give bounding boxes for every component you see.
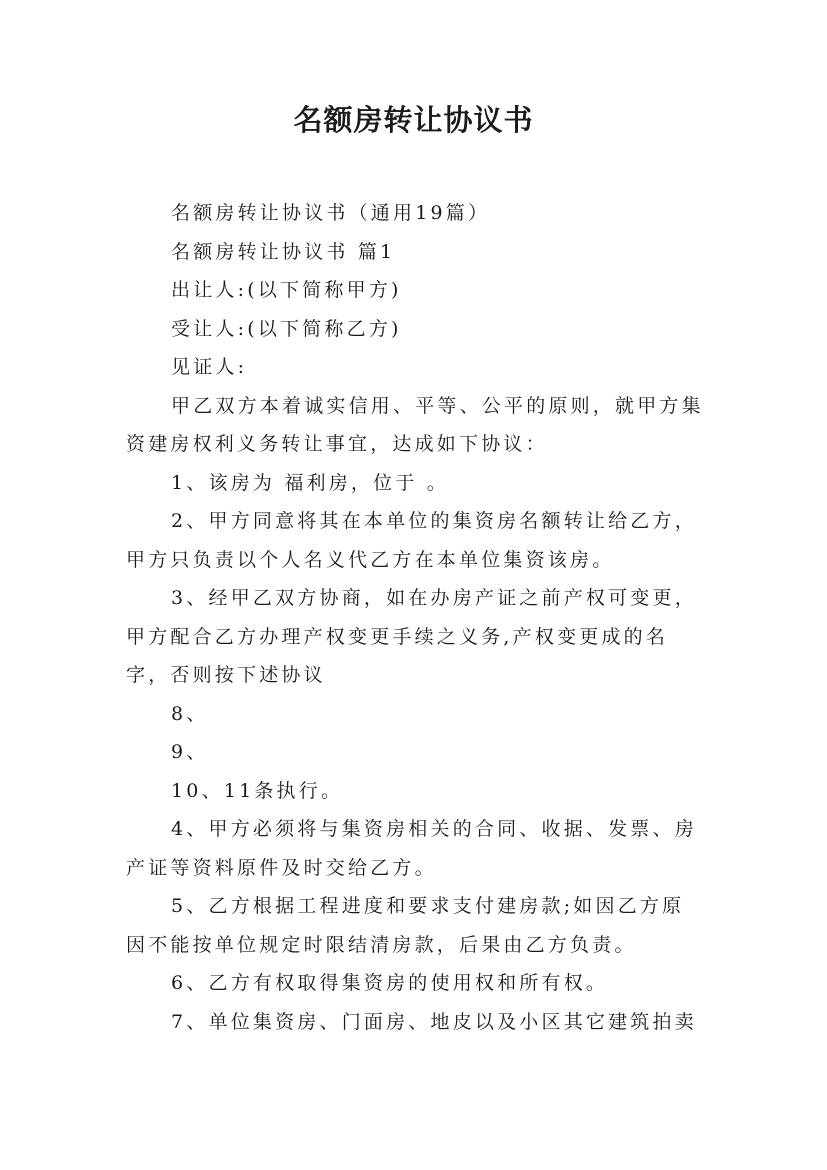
paragraph-section-heading: 名额房转让协议书 篇1 <box>171 240 396 263</box>
paragraph-witness: 见证人: <box>171 356 248 378</box>
document-title: 名额房转让协议书 <box>293 103 534 137</box>
paragraph-preamble: 甲乙双方本着诚实信用、平等、公平的原则，就甲方集资建房权利义务转让事宜，达成如下协议： <box>126 394 704 455</box>
paragraph-clause-6: 6、乙方有权取得集资房的使用权和所有权。 <box>171 972 609 994</box>
paragraph-subtitle: 名额房转让协议书（通用19篇） <box>171 202 491 224</box>
paragraph-transferee: 受让人:(以下简称乙方) <box>171 317 402 340</box>
paragraph-clause-4: 4、甲方必须将与集资房相关的合同、收据、发票、房产证等资料原件及时交给乙方。 <box>126 818 697 879</box>
paragraph-transferor: 出让人:(以下简称甲方) <box>171 279 402 301</box>
paragraph-item-8: 8、 <box>171 702 209 725</box>
paragraph-clause-7: 7、单位集资房、门面房、地皮以及小区其它建筑拍卖 <box>171 1010 697 1033</box>
paragraph-item-10-11: 10、11条执行。 <box>171 779 344 802</box>
document-body <box>126 194 706 1041</box>
paragraph-clause-3: 3、经甲乙双方协商，如在办房产证之前产权可变更，甲方配合乙方办理产权变更手续之义务,产权变更成的名字，否则按下述协议 <box>126 587 697 686</box>
paragraph-clause-5: 5、乙方根据工程进度和要求支付建房款;如因乙方原因不能按单位规定时限结清房款，后果由乙方负责。 <box>126 895 685 956</box>
paragraph-item-9: 9、 <box>171 741 209 763</box>
paragraph-clause-2: 2、甲方同意将其在本单位的集资房名额转让给乙方，甲方只负责以个人名义代乙方在本单位集资该房。 <box>126 510 697 571</box>
paragraph-clause-1: 1、该房为 福利房，位于 。 <box>171 471 449 494</box>
